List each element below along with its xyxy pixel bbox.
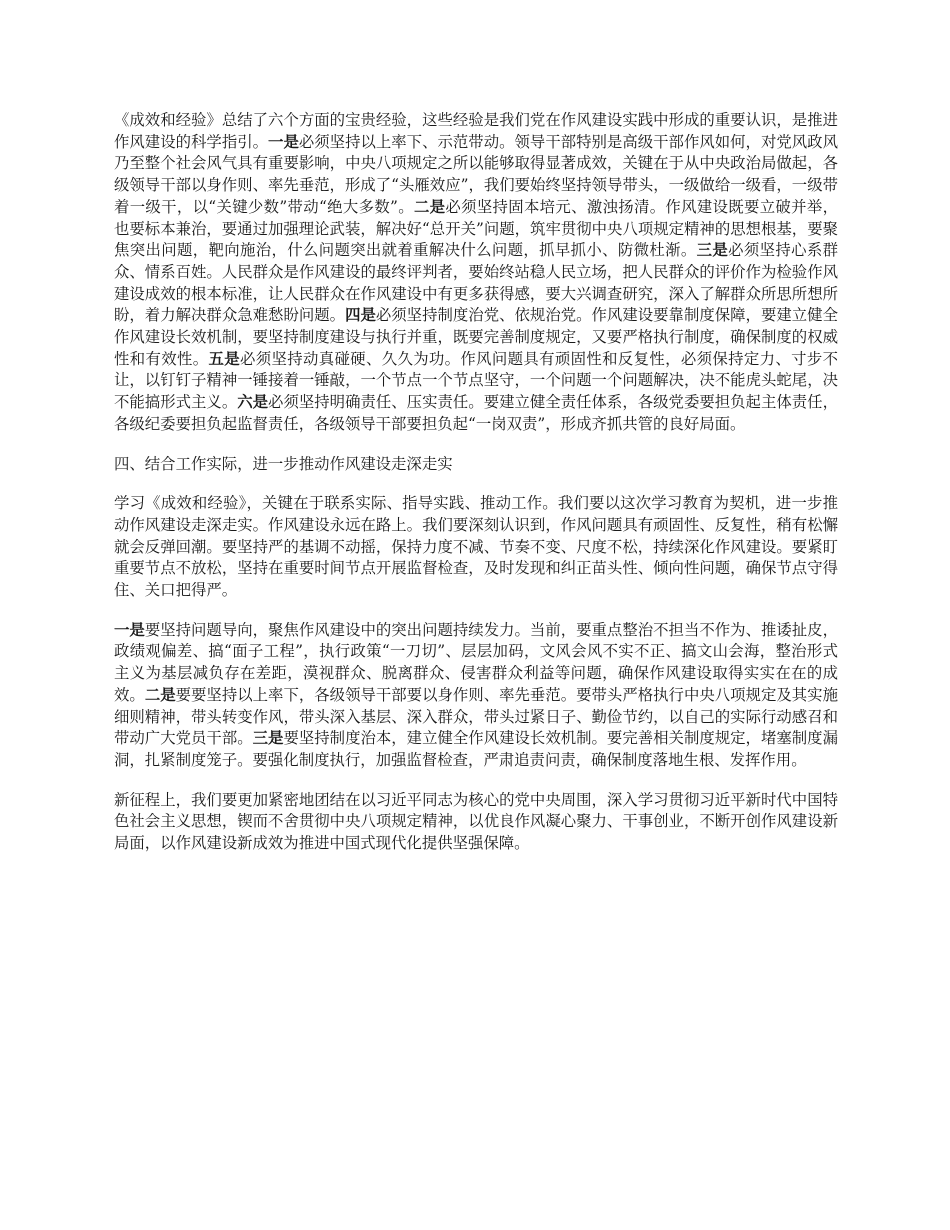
paragraph-conclusion [114,790,838,855]
text-run: 必须坚持以上率下、示范带动。领导干部特别是高级干部作风如何，对党风政风乃至整个社会风气具有重要影响，中央八项规定之所以能够取得显著成效，关键在于从中央政治局做起，各级领导干部以身作则、率先垂范，形成了“头雁效应”，我们要始终坚持领导带头，一级做给一级看，一级带着一级干，以“关键少数”带动“绝大多数”。 [114,132,838,216]
bold-keyword: 一是 [114,620,145,639]
bold-keyword: 三是 [252,729,284,748]
bold-keyword: 五是 [208,349,240,368]
text-run: 必须坚持制度治党、依规治党。作风建设要靠制度保障，要建立健全作风建设长效机制，要坚持制度建设与执行并重，既要完善制度规定，又要严格执行制度，确保制度的权威性和有效性。 [114,306,838,368]
bold-keyword: 四是 [345,306,376,325]
text-run: 要坚持问题导向，聚焦作风建设中的突出问题持续发力。当前，要重点整治不担当不作为、推诿扯皮，政绩观偏差、搞“面子工程”，执行政策“一刀切”、层层加码，文风会风不实不正、搞文山会海，整治形式主义为基层减负存在差距，漠视群众、脱离群众、侵害群众利益等问题，确保作风建设取得实实在在的成效。 [114,620,838,704]
text-run: 必须坚持动真碰硬、久久为功。作风问题具有顽固性和反复性，必须保持定力、寸步不让，以钉钉子精神一锤接着一锤敲，一个节点一个节点坚守，一个问题一个问题解决，决不能虎头蛇尾，决不能搞形式主义。 [114,349,838,412]
text-run: 学习《成效和经验》，关键在于联系实际、指导实践、推动工作。我们要以这次学习教育为契机，进一步推动作风建设走深走实。作风建设永远在路上。我们要深刻认识到，作风问题具有顽固性、反复性，稍有松懈就会反弹回潮。要坚持严的基调不动摇，保持力度不减、节奏不变、尺度不松，持续深化作风建设。要紧盯重要节点不放松，坚持在重要时间节点开展监督检查，及时发现和纠正苗头性、倾向性问题，确保节点守得住、关口把得严。 [114,494,838,600]
document-page [114,110,838,873]
text-run: 必须坚持固本培元、激浊扬清。作风建设既要立破并举，也要标本兼治，要通过加强理论武装，解决好“总开关”问题，筑牢贯彻中央八项规定精神的思想根基，要聚焦突出问题，靶向施治，什么问题突出就着重解决什么问题，抓早抓小、防微杜渐。 [114,197,838,260]
paragraph-practice-intro [114,493,838,602]
bold-keyword: 三是 [696,241,729,260]
text-run: 新征程上，我们要更加紧密地团结在以习近平同志为核心的党中央周围，深入学习贯彻习近平新时代中国特色社会主义思想，锲而不舍贯彻中央八项规定精神，以优良作风凝心聚力、干事创业，不断开创作风建设新局面，以作风建设新成效为推进中国式现代化提供坚强保障。 [114,790,838,853]
bold-keyword: 二是 [413,197,446,216]
section-heading-4: 四、结合工作实际，进一步推动作风建设走深走实 [114,454,453,473]
text-run: 必须坚持心系群众、情系百姓。人民群众是作风建设的最终评判者，要始终站稳人民立场，把人民群众的评价作为检验作风建设成效的根本标准，让人民群众在作风建设中有更多获得感，要大兴调查研究，深入了解群众所思所想所盼，着力解决群众急难愁盼问题。 [114,241,838,325]
text-run: 要要坚持以上率下，各级领导干部要以身作则、率先垂范。要带头严格执行中央八项规定及其实施细则精神，带头转变作风，带头深入基层、深入群众，带头过紧日子、勤俭节约，以自己的实际行动感召和带动广大党员干部。 [114,685,838,748]
text-run: 《成效和经验》总结了六个方面的宝贵经验，这些经验是我们党在作风建设实践中形成的重要认识，是推进作风建设的科学指引。 [114,111,838,151]
text-run: 要坚持制度治本，建立健全作风建设长效机制。要完善相关制度规定，堵塞制度漏洞，扎紧制度笼子。要强化制度执行，加强监督检查，严肃追责问责，确保制度落地生根、发挥作用。 [114,729,838,769]
paragraph-three-tasks [114,620,838,772]
bold-keyword: 一是 [268,132,299,151]
bold-keyword: 六是 [237,393,269,412]
text-run: 必须坚持明确责任、压实责任。要建立健全责任体系，各级党委要担负起主体责任，各级纪委要担负起监督责任，各级领导干部要担负起“一岗双责”，形成齐抓共管的良好局面。 [114,393,838,433]
bold-keyword: 二是 [144,685,176,704]
paragraph-lessons [114,110,838,436]
